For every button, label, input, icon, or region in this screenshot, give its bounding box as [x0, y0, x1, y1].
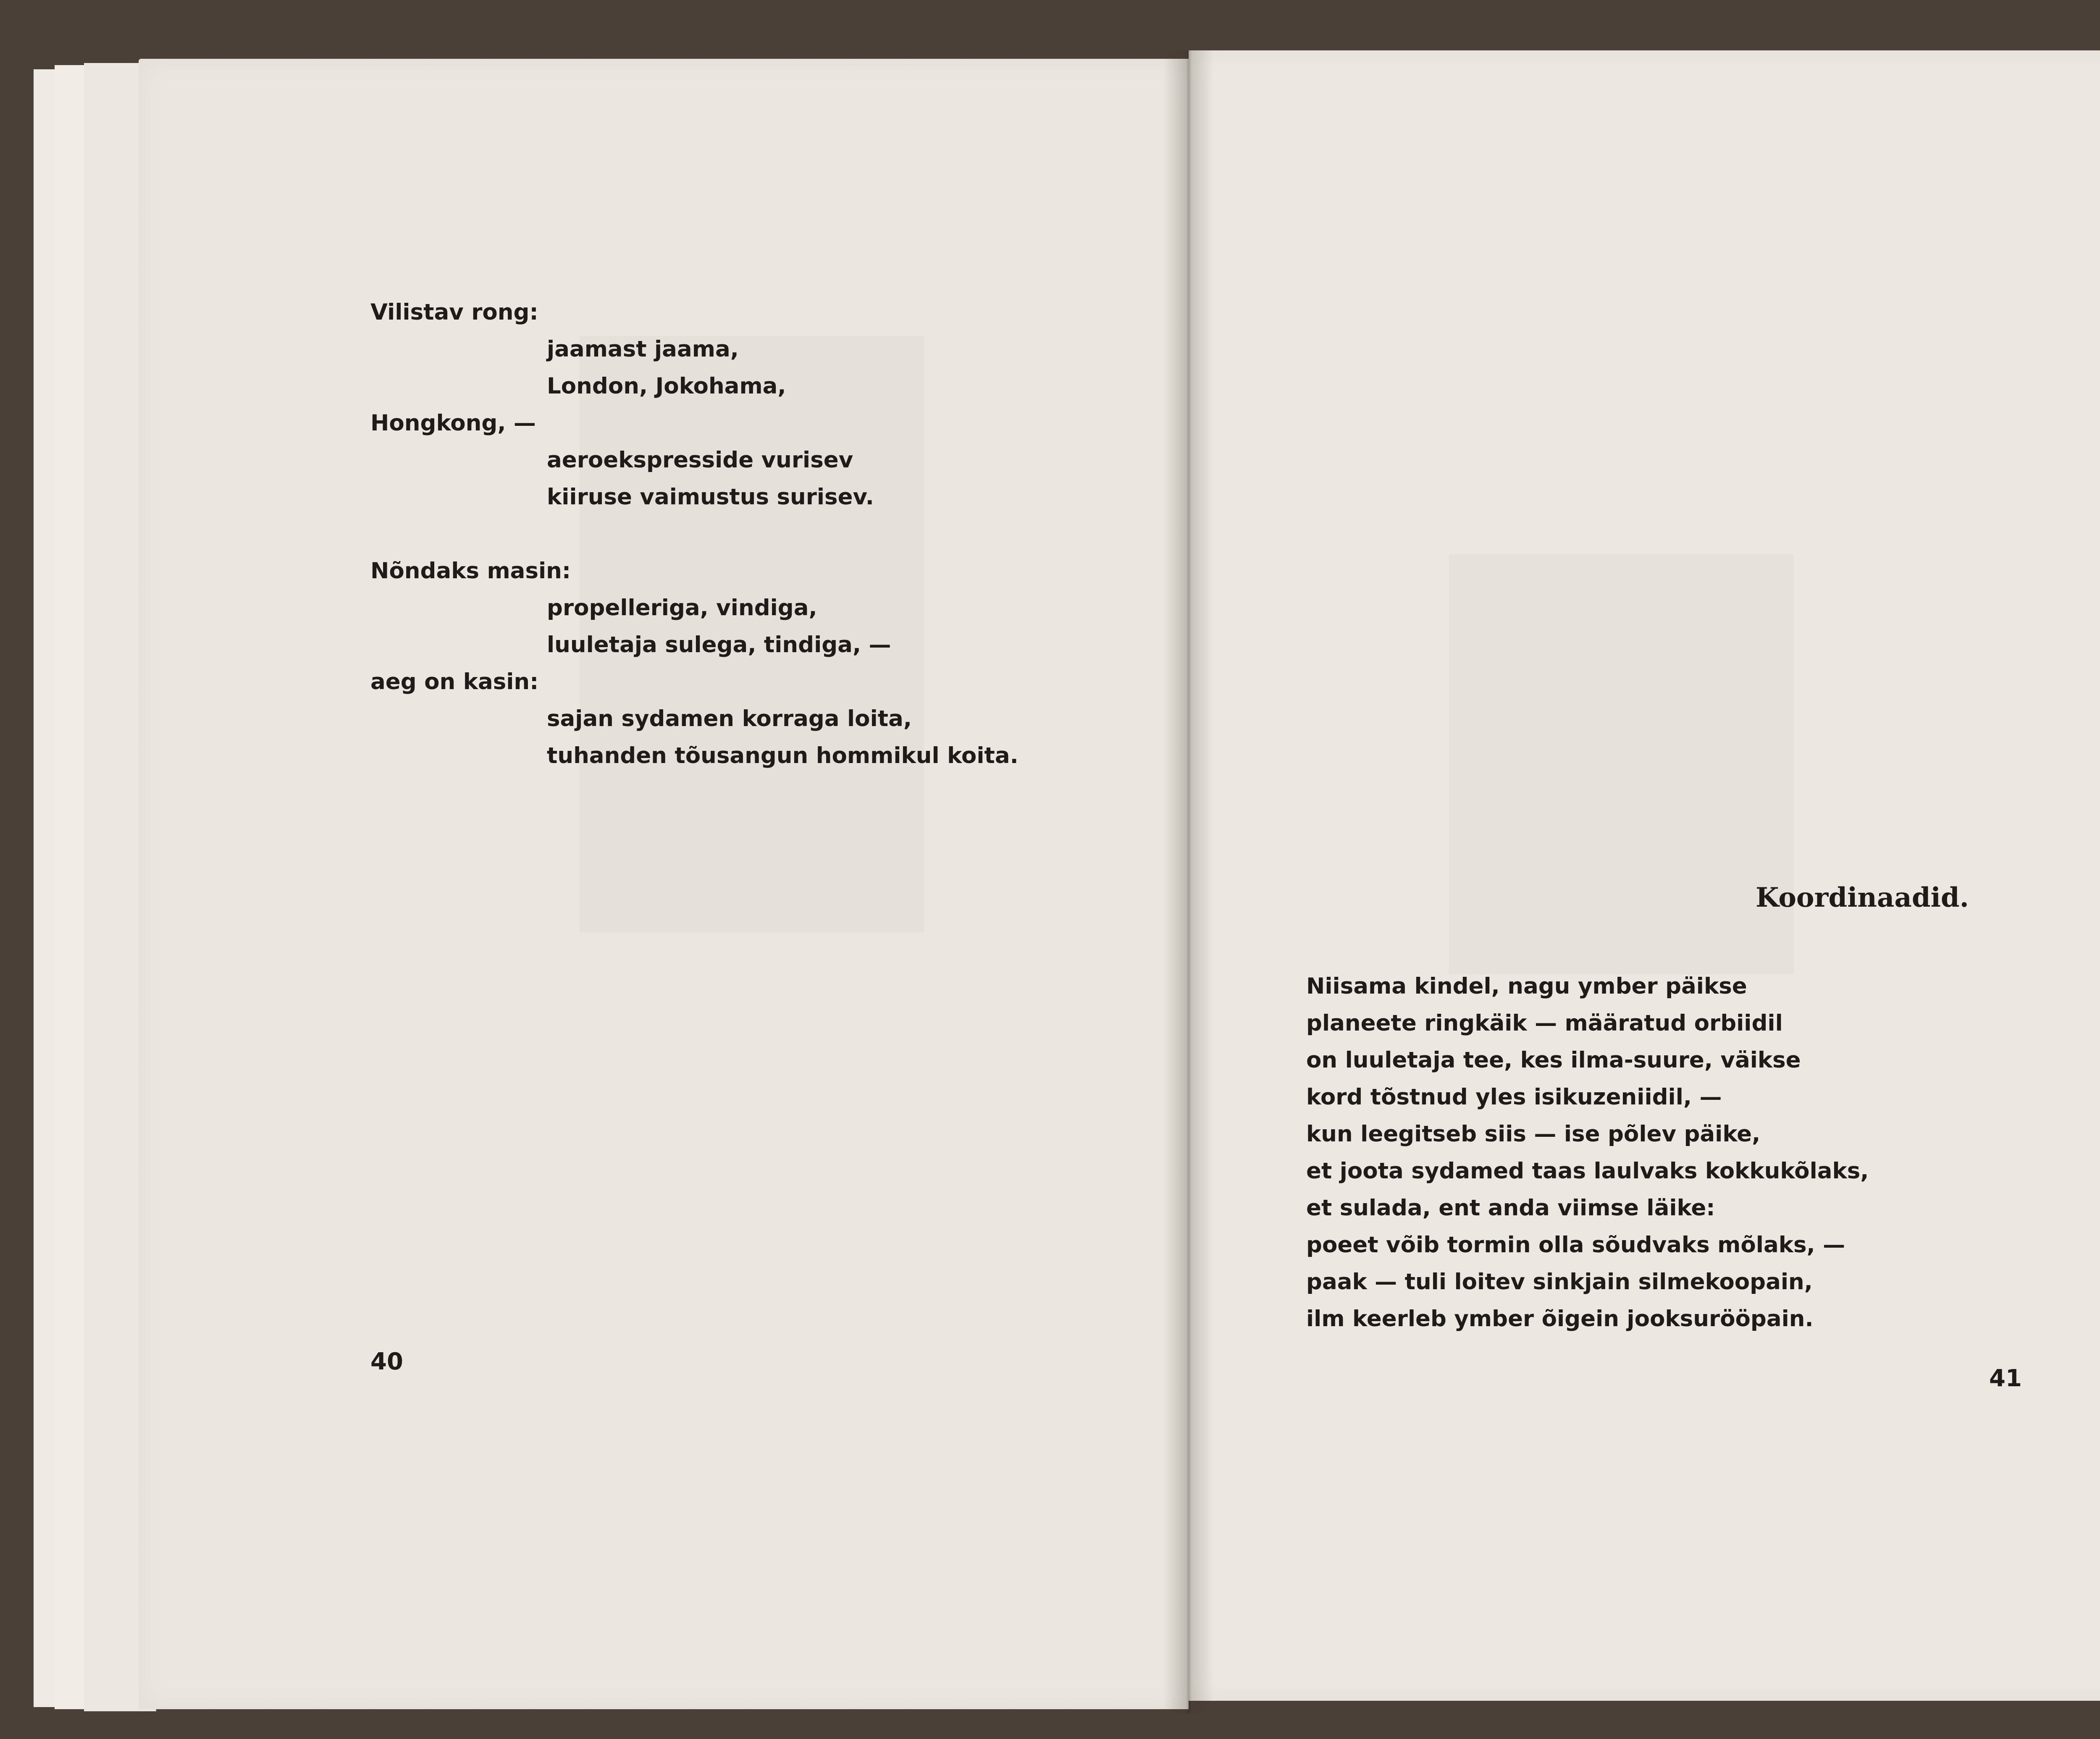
poem-line: aeroekspresside vurisev [547, 447, 853, 473]
poem-line: Vilistav rong: [370, 299, 538, 325]
page-number-right: 41 [1989, 1365, 2022, 1392]
poem-line: et sulada, ent anda viimse läike: [1306, 1195, 1715, 1221]
right-page [1189, 50, 2100, 1701]
poem-line: paak — tuli loitev sinkjain silmekoopain, [1306, 1269, 1813, 1295]
poem-line: London, Jokohama, [547, 373, 786, 399]
book-gutter [1163, 50, 1214, 1713]
stanza-break [370, 516, 1018, 553]
poem-line: Nõndaks masin: [370, 558, 571, 584]
page-number-left: 40 [370, 1348, 403, 1375]
poem-line: kord tõstnud yles isikuzeniidil, — [1306, 1084, 1722, 1110]
poem-line: luuletaja sulega, tindiga, — [547, 632, 891, 658]
poem-title: Koordinaadid. [1756, 882, 1969, 913]
poem-line: Niisama kindel, nagu ymber päikse [1306, 973, 1747, 999]
poem-line: ilm keerleb ymber õigein jooksurööpain. [1306, 1306, 1814, 1332]
poem-line: poeet võib tormin olla sõudvaks mõlaks, — [1306, 1232, 1845, 1258]
poem-line: kun leegitseb siis — ise põlev päike, [1306, 1121, 1761, 1147]
right-poem [1306, 968, 1869, 1338]
poem-line: Hongkong, — [370, 410, 536, 436]
poem-line: kiiruse vaimustus surisev. [547, 484, 874, 510]
poem-line: planeete ringkäik — määratud orbiidil [1306, 1010, 1783, 1036]
poem-line: tuhanden tõusangun hommikul koita. [547, 743, 1018, 769]
left-page [139, 59, 1189, 1709]
left-poem [370, 294, 1018, 774]
poem-line: et joota sydamed taas laulvaks kokkukõlaks, [1306, 1158, 1869, 1184]
poem-line: propelleriga, vindiga, [547, 595, 817, 621]
bleed-through-shadow [1449, 554, 1793, 974]
poem-line: sajan sydamen korraga loita, [547, 706, 912, 732]
poem-line: jaamast jaama, [547, 336, 739, 362]
poem-line: aeg on kasin: [370, 669, 539, 695]
poem-line: on luuletaja tee, kes ilma-suure, väikse [1306, 1047, 1801, 1073]
